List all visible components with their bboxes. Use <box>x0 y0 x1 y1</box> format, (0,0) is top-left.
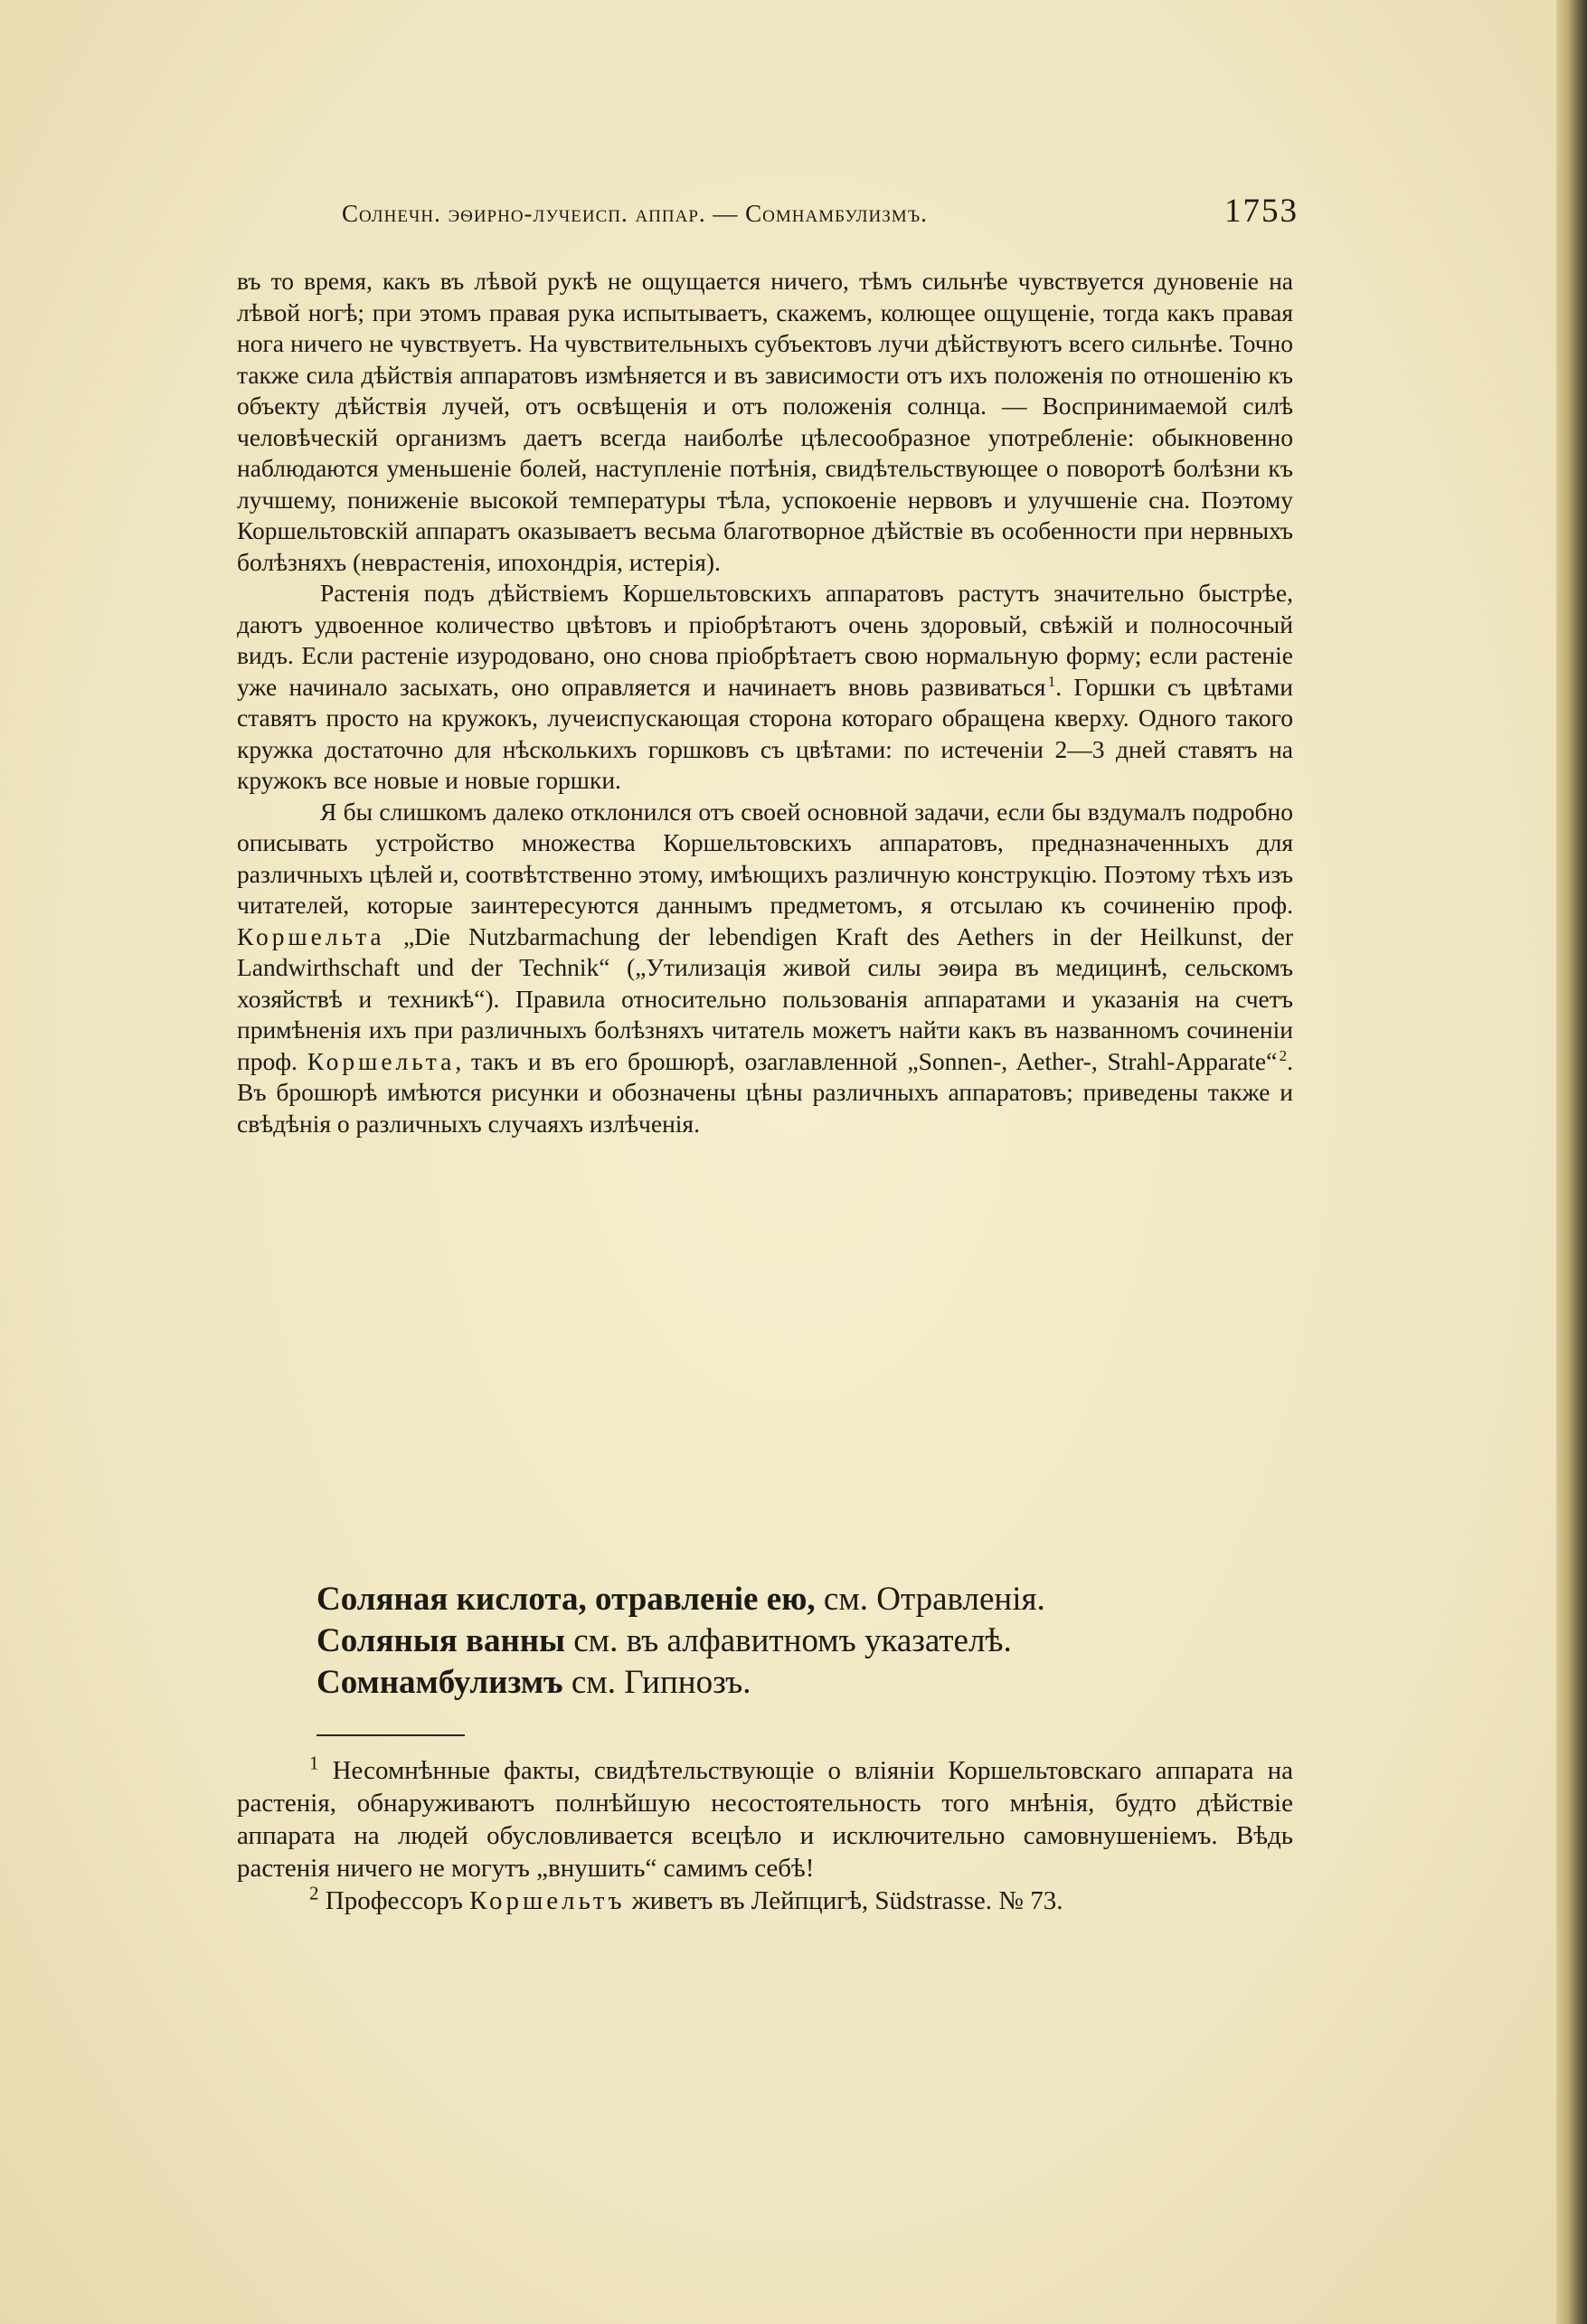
entry-ref: см. въ алфавитномъ указателѣ. <box>565 1622 1012 1659</box>
footnote-separator <box>316 1734 465 1736</box>
footnote-1 <box>237 1754 1293 1885</box>
footnote-2-text-b: живетъ въ Лейпцигѣ, Südstrasse. № 73. <box>625 1886 1063 1915</box>
paragraph-3-text-d: . Въ брошюрѣ имѣются рисунки и обозначены цѣны различныхъ аппаратовъ; приведены также и свѣдѣнія о различныхъ случаяхъ излѣченія. <box>237 1046 1293 1138</box>
footnote-1-mark: 1 <box>309 1752 319 1774</box>
book-spine-edge <box>1556 0 1587 2324</box>
footnote-2-mark: 2 <box>309 1882 319 1904</box>
paragraph-3-text-b: „Die Nutzbarmachung der lebendigen Kraft des Aethers in der Heilkunst, der Landwirthschaft und der Technik“ („Утилизація живой силы эѳира въ медицинѣ, сельскомъ хозяйствѣ и техникѣ“). Правила относительно пользованія аппаратами и указанія на счетъ примѣненія ихъ при различныхъ болѣзняхъ читатель можетъ найти какъ въ названномъ сочиненіи проф. <box>237 921 1293 1075</box>
entry-salt-baths <box>316 1620 1293 1662</box>
footnote-ref-2: 2 <box>1279 1046 1288 1064</box>
main-text <box>237 266 1293 1139</box>
page-number: 1753 <box>1224 193 1299 230</box>
footnote-2-text-a: Профессоръ <box>318 1886 470 1915</box>
entry-head: Соляная кислота, отравленіе ею, <box>316 1581 816 1618</box>
paragraph-2 <box>237 578 1293 797</box>
paragraph-3-text-c: , такъ и въ его брошюрѣ, озаглавленной „Sonnen-, Aether-, Strahl-Apparate“ <box>455 1046 1278 1075</box>
paragraph-1-text: въ то время, какъ въ лѣвой рукѣ не ощущается ничего, тѣмъ сильнѣе чувствуется дуновеніе на лѣвой ногѣ; при этомъ правая рука испытываетъ, скажемъ, колющее ощущеніе, тогда какъ правая нога ничего не чувствуетъ. На чувствительныхъ субъектовъ лучи дѣйствуютъ всего сильнѣе. Точно также сила дѣйствія аппаратовъ измѣняется и въ зависимости отъ ихъ положенія по отношенію къ объекту дѣйствія лучей, отъ освѣщенія и отъ положенія солнца. — Воспринимаемой силѣ человѣческій организмъ даетъ всегда наиболѣе цѣлесообразное употребленіе: обыкновенно наблюдаются уменьшеніе болей, наступленіе потѣнія, свидѣтельствующее о поворотѣ болѣзни къ лучшему, пониженіе высокой температуры тѣла, успокоеніе нервовъ и улучшеніе сна. Поэтому Коршельтовскій аппаратъ оказываетъ весьма благотворное дѣйствіе въ особенности при нервныхъ болѣзняхъ (неврастенія, ипохондрія, истерія). <box>237 267 1293 576</box>
author-name-korschelt: Коршельта <box>237 921 385 950</box>
footnote-1-text: Несомнѣнные факты, свидѣтельствующіе о вліяніи Коршельтовскаго аппарата на растенія, обнаруживаютъ полнѣйшую несостоятельность того мнѣнія, будто дѣйствіе аппарата на людей обусловливается всецѣло и исключительно самовнушеніемъ. Вѣдь растенія ничего не могутъ „внушить“ самимъ себѣ! <box>237 1756 1293 1883</box>
entry-head: Соляныя ванны <box>316 1622 565 1659</box>
paragraph-1 <box>237 266 1293 578</box>
paragraph-3 <box>237 797 1293 1140</box>
author-name-korschelt-2: Коршельта <box>307 1046 456 1075</box>
paragraph-3-text-a: Я бы слишкомъ далеко отклонился отъ своей основной задачи, если бы вздумалъ подробно описывать устройство множества Коршельтовскихъ аппаратовъ, предназначенныхъ для различныхъ цѣлей и, соотвѣтственно этому, имѣющихъ различную конструкцію. Поэтому тѣхъ изъ читателей, которые заинтересуются даннымъ предметомъ, я отсылаю къ сочиненію проф. <box>237 797 1293 919</box>
entry-somnambulism <box>316 1662 1293 1704</box>
entry-head: Сомнамбулизмъ <box>316 1664 563 1701</box>
entry-ref: см. Гипнозъ. <box>562 1664 751 1701</box>
footnote-ref-1: 1 <box>1047 672 1056 690</box>
dictionary-entries <box>316 1579 1293 1704</box>
running-head <box>342 192 1299 231</box>
footnotes <box>237 1754 1293 1917</box>
footnote-2 <box>237 1882 1293 1917</box>
paragraph-2-text-a: Растенія подъ дѣйствіемъ Коршельтовскихъ аппаратовъ растутъ значительно быстрѣе, даютъ удвоенное количество цвѣтовъ и пріобрѣтаютъ очень здоровый, свѣжій и полносочный видъ. Если растеніе изуродовано, оно снова пріобрѣтаетъ свою нормальную форму; если растеніе уже начинало засыхать, оно оправляется и начинаетъ вновь развиваться <box>237 579 1293 701</box>
entry-hydrochloric-acid <box>316 1579 1293 1620</box>
footnote-2-name: Коршельтъ <box>469 1886 626 1915</box>
entry-ref: см. Отравленія. <box>815 1581 1045 1618</box>
running-head-title: Солнечн. эѳирно-лучеисп. аппар. — Сомнамбулизмъ. <box>342 200 928 227</box>
paragraph-2-text-b: . Горшки съ цвѣтами ставятъ просто на кружокъ, лучеиспускающая сторона котораго обращена кверху. Одного такого кружка достаточно для нѣсколькихъ горшковъ съ цвѣтами: по истеченіи 2—3 дней ставятъ на кружокъ все новые и новые горшки. <box>237 672 1293 794</box>
